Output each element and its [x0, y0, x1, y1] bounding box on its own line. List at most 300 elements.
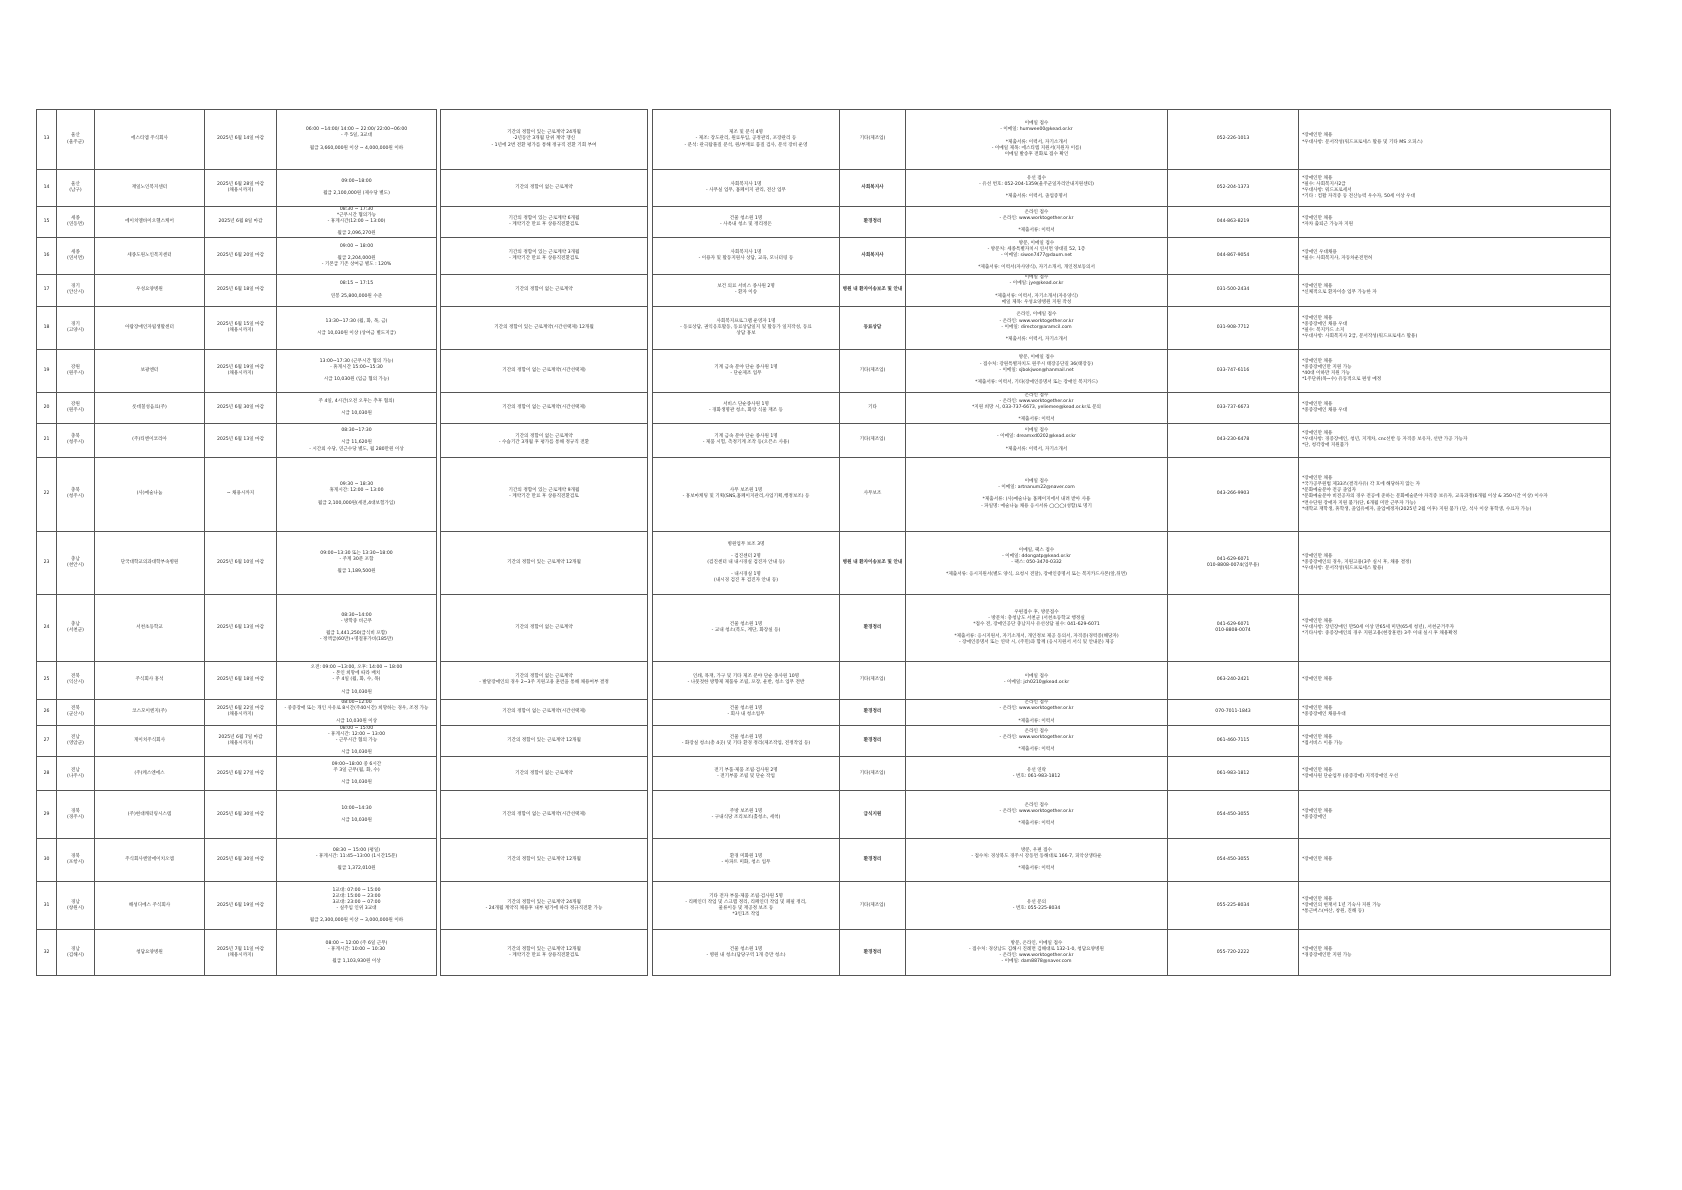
notes-line: *장애인만 채용 [1302, 896, 1333, 902]
table-row [37, 238, 1611, 275]
contract-type-line: 기간의 정함이 있는 근로계약 3개월 [508, 250, 580, 256]
work-conditions-line: 09:00 ~ 18:00 [339, 244, 374, 250]
application-method-line: 온라인 접수 [1024, 392, 1049, 398]
notes-line: *장애인만 채용 [1302, 175, 1333, 181]
application-method-line: *제출서류: 이력서 [1018, 228, 1055, 234]
job-duty-line: (검진센터 내 내시경실 검진자 안내 등) [707, 559, 785, 565]
work-conditions-line: 시급 10,030원 [341, 817, 372, 823]
notes-line: *중증장애인 채용우대 [1302, 712, 1346, 718]
table-row [37, 930, 1611, 976]
region-cell [57, 661, 95, 699]
contract-type-line: 기간의 정함이 있는 근로계약 12개월 [507, 738, 581, 744]
deadline-date: 2025년 6월 18일 마감 [216, 287, 265, 293]
job-sector: 기타(제조업) [840, 349, 906, 392]
notes [1299, 110, 1611, 170]
job-duty [653, 661, 840, 699]
district-name: (나주시) [67, 773, 84, 779]
contact-phone [1168, 699, 1299, 725]
district-name: (고양시) [67, 327, 84, 333]
deadline-cell [205, 423, 277, 457]
company-name: 단국대학교의과대학부속병원 [95, 531, 205, 594]
company-name: 해성디에스 주식회사 [95, 882, 205, 930]
work-conditions [277, 457, 437, 531]
application-method-line: - 이메일: director@aramcil.com [1001, 324, 1072, 330]
application-method-line: - 이메일: ddongatp@kead.or.kr [1002, 553, 1071, 559]
contract-type [441, 349, 648, 392]
notes-line: *장애인만 채용 [1302, 401, 1333, 407]
notes [1299, 757, 1611, 791]
notes-line: *자차 출퇴근 가능자 지원 [1302, 222, 1354, 228]
table-row [37, 882, 1611, 930]
notes [1299, 207, 1611, 238]
application-method [906, 392, 1168, 423]
notes [1299, 238, 1611, 275]
contract-type-line: 기간의 정함이 없는 근로계약(시간선택제) [502, 811, 586, 817]
notes-line: *장애인만 채용 [1302, 133, 1333, 139]
application-method-line: *지원 희망 시, 033-737-6673, yeliemee@kead.or.kr로 문의 [971, 404, 1101, 410]
notes [1299, 531, 1611, 594]
region-cell [57, 238, 95, 275]
region-cell [57, 275, 95, 306]
work-conditions-line: 휴게시간: 12:00 ~ 13:00 [329, 488, 384, 494]
notes-line: *장애인만 채용 [1302, 315, 1333, 321]
application-method-line: - 방문처: 세종특별자치시 연서면 양대길 52, 1층 [987, 247, 1086, 253]
job-duty-line: - 환자 이송 [734, 290, 758, 296]
notes [1299, 699, 1611, 725]
work-conditions-line: - 휴게시간: 12:00 ~ 13:00 [327, 732, 386, 737]
table-row [37, 392, 1611, 423]
row-number: 16 [37, 238, 57, 275]
company-name: 주식회사엔알에이치오엠 [95, 839, 205, 882]
work-conditions-line: - 기본급 기존 상여금 별도 : 120% [321, 262, 392, 268]
region-name: 전북 [71, 706, 80, 712]
contact-phone-line: 061-460-7115 [1216, 738, 1250, 744]
job-duty [653, 207, 840, 238]
work-conditions-line: 시급 10,030원 [341, 779, 372, 785]
region-cell [57, 930, 95, 976]
work-conditions-line: 08:30 ~ 17:30 [339, 207, 374, 212]
notes-line: *중증장애인 채용 우대 [1302, 407, 1348, 413]
deadline-cell [205, 791, 277, 839]
work-conditions-line: - 주계 30분 포함 [339, 556, 374, 562]
deadline-date: 2025년 6월 19일 마감 [216, 902, 265, 908]
notes-line: *장애인만 채용 [1302, 216, 1333, 222]
work-conditions [277, 110, 437, 170]
contact-phone-line: 055-720-2222 [1216, 949, 1250, 955]
company-name: 에스티엠 주식회사 [95, 110, 205, 170]
notes [1299, 930, 1611, 976]
deadline-cell [205, 661, 277, 699]
work-conditions-line: 3교대: 23:00 ~ 07:00 [332, 899, 381, 905]
job-duty-line: 건물 청소원 1명 [729, 735, 763, 741]
job-duty-line: - 아파트 미화, 청소 업무 [721, 860, 771, 866]
application-method-line: - 이메일: jye@kead.or.kr [1009, 281, 1064, 287]
job-duty [653, 699, 840, 725]
job-duty-line: - 전기부품 조립 및 단순 작업 [717, 773, 775, 779]
deadline-cell [205, 170, 277, 207]
region-name: 경남 [71, 946, 80, 952]
job-duty-line: 환경 미화원 1명 [729, 854, 763, 860]
deadline-cell [205, 531, 277, 594]
notes-line: *신체적으로 환자이송 업무 가능한 자 [1302, 290, 1377, 296]
work-conditions [277, 661, 437, 699]
region-name: 충북 [71, 434, 80, 440]
region-cell [57, 594, 95, 661]
contract-type-line: 기간의 정함이 있는 근로계약 12개월 [507, 857, 581, 863]
job-duty [653, 306, 840, 349]
contract-type-line: 기간의 정함이 없는 근로계약 [515, 434, 573, 440]
work-conditions-line: 시급 11,620원 [341, 440, 372, 446]
contact-phone-line: 054-450-3055 [1216, 857, 1250, 863]
notes-line: *장애인만 채용 [1302, 857, 1333, 863]
row-number: 30 [37, 839, 57, 882]
company-name: 에이치엘바이오헬스케어 [95, 207, 205, 238]
application-method [906, 594, 1168, 661]
deadline-cell [205, 275, 277, 306]
contact-phone-line: 054-450-3055 [1216, 811, 1250, 817]
row-number: 27 [37, 725, 57, 756]
deadline-date: 2025년 6월 30일 마감 [216, 857, 265, 863]
work-conditions-line: 월급 2,096,270원 [337, 231, 376, 237]
contract-type-line: - 계약기간 만료 후 상용직전환검토 [509, 222, 579, 228]
job-duty-line: - 병원 내 청소(담당구역 1개 층만 청소) [706, 952, 786, 958]
job-duty-line: - 리페인더 작업 및 스크랩 정리, 리페인더 작업 및 폐필 정리, [685, 899, 807, 905]
job-duty [653, 791, 840, 839]
contact-phone-line: 010-8808-0074(업무용) [1206, 562, 1260, 568]
contact-phone-line: 041-629-6071 [1216, 621, 1250, 627]
application-method-line: - 이메일: dam8878@naver.com [1001, 958, 1072, 964]
application-method-line: 이메일 접수 [1024, 479, 1049, 485]
region-name: 경북 [71, 808, 80, 814]
application-method [906, 930, 1168, 976]
job-duty-line: - 경화생명관 청소, 화랑 식물 재조 등 [708, 407, 783, 413]
notes-line: *40대 이하만 지원 가능 [1302, 370, 1351, 376]
region-name: 강원 [71, 401, 80, 407]
work-conditions-line: 월급 2,100,000원 (제수당 별도) [323, 191, 390, 197]
table-row [37, 791, 1611, 839]
work-conditions-line: 시급 10,030원 [341, 689, 372, 695]
notes-line: *장애인만 채용 [1302, 946, 1333, 952]
region-name: 전남 [71, 735, 80, 741]
notes-line: *장애인 우대채용 [1302, 250, 1337, 256]
region-cell [57, 110, 95, 170]
district-name: (포항시) [67, 860, 84, 866]
table-row [37, 306, 1611, 349]
contact-phone [1168, 457, 1299, 531]
application-method [906, 306, 1168, 349]
contract-type-line: - 발달장애인의 경우 2~3주 지원고용 훈련을 통해 채용여부 결정 [479, 680, 609, 686]
job-duty-line: 건물 청소원 1명 [729, 706, 763, 712]
region-cell [57, 839, 95, 882]
job-duty-line: *3인1조 작업 [732, 911, 760, 917]
notes-line: *중증장애인 채용 우대 [1302, 321, 1348, 327]
job-duty-line: - 사옥내 청소 및 정리정돈 [720, 222, 772, 228]
application-method [906, 757, 1168, 791]
work-conditions-line: 08:30~14:00 [341, 612, 372, 618]
region-name: 강원 [71, 364, 80, 370]
application-method [906, 170, 1168, 207]
contact-phone-line: 055-225-8034 [1216, 902, 1250, 908]
contact-phone [1168, 661, 1299, 699]
work-conditions-line: 09:00~18:00 중 6시간 [331, 761, 382, 767]
notes [1299, 457, 1611, 531]
application-method-line: - 이메일: artnanum22@naver.com [998, 485, 1075, 491]
application-method-line: - 이메일: jch0210@kead.or.kr [1003, 680, 1070, 686]
job-sector: 기타(제조업) [840, 882, 906, 930]
job-duty-line: - 교내 청소(복도, 계단, 화장실 등) [711, 627, 781, 633]
table-row [37, 725, 1611, 756]
application-method-line: - 이메일: sjbokjwon@hanmail.net [999, 367, 1074, 373]
job-duty [653, 423, 840, 457]
work-conditions-line: 월급 1,372,010원 [337, 866, 376, 872]
application-method-line: *제출서류: 이력서 [1018, 747, 1055, 753]
work-conditions-line: 월급 2,100,000원(세전,4대보험가입) [317, 500, 396, 506]
row-number: 28 [37, 757, 57, 791]
company-name: 세종도원노인복지센터 [95, 238, 205, 275]
work-conditions-line: 시급 10,030원 (임금 협의 가능) [323, 376, 390, 382]
notes-line: *장애사원 단순업무 (중증장애) 지적장애인 우선 [1302, 773, 1399, 779]
application-method-line: 이메일 발송후 전화로 접수 확인 [1004, 151, 1069, 157]
district-name: (남구) [69, 188, 82, 193]
application-method-line: *제출서류: 이력서 [1018, 718, 1055, 724]
region-cell [57, 423, 95, 457]
application-method-line: - 번호: 055-225-8034 [1012, 905, 1061, 911]
contract-type [441, 699, 648, 725]
notes-line: *접서비스 이용 가능 [1302, 741, 1343, 747]
deadline-cell [205, 725, 277, 756]
contract-type-line: 기간의 정함이 없는 근로계약 [515, 287, 573, 293]
contact-phone-line: 033-747-6116 [1216, 367, 1250, 373]
job-duty-line: 사무 보조원 1명 [729, 488, 763, 494]
work-conditions [277, 882, 437, 930]
contact-phone [1168, 791, 1299, 839]
work-conditions [277, 275, 437, 306]
contact-phone-line: 043-266-9903 [1216, 491, 1250, 497]
table-row [37, 594, 1611, 661]
job-sector: 기타(제조업) [840, 661, 906, 699]
job-duty-line: 주방 보조원 1명 [729, 808, 763, 814]
job-sector: 환경정리 [840, 207, 906, 238]
region-cell [57, 457, 95, 531]
contract-type-line: 기간의 정함이 있는 근로계약 6개월 [508, 216, 580, 222]
company-name: (주)현대캐터링시스템 [95, 791, 205, 839]
notes-line: *통근버스(마산, 창원, 진해 등) [1302, 908, 1364, 914]
contract-type-line: 기간의 정함이 없는 근로계약 [515, 184, 573, 190]
work-conditions-line: 월급 2,204,000원 [337, 256, 376, 262]
work-conditions-line: - 휴게시간(12:00 ~ 13:00) [327, 219, 386, 225]
contact-phone [1168, 238, 1299, 275]
notes-line: *문화예술분야 전공 졸업자 [1302, 488, 1357, 494]
job-duty [653, 110, 840, 170]
application-method-line: 우편접수 후, 방문접수 [1014, 609, 1059, 615]
contract-type [441, 791, 648, 839]
deadline-note: (채용시까지) [227, 327, 254, 333]
notes-line: *우대사항: 문서작성(워드프로세스 활용 및 기타 MS 오피스) [1302, 139, 1423, 145]
work-conditions-line: 시급 10,030원 이상 [335, 718, 378, 724]
region-name: 충남 [71, 621, 80, 627]
work-conditions-line: 13:30~17:30 (월, 화, 목, 금) [325, 318, 388, 324]
district-name: (영암군) [67, 741, 84, 747]
row-number: 14 [37, 170, 57, 207]
notes-line: *장애인만 채용 [1302, 735, 1333, 741]
notes-line: *기타사항: 중증장애인의 경우 지원고용(현장훈련) 3주 이내 실시 후 채용확정 [1302, 630, 1458, 636]
table-row [37, 110, 1611, 170]
job-duty [653, 930, 840, 976]
work-conditions [277, 930, 437, 976]
job-duty [653, 594, 840, 661]
application-method-line: 유선 연락 [1026, 767, 1047, 773]
district-name: (안산시) [67, 290, 84, 296]
application-method [906, 275, 1168, 306]
notes-line: *필수: 사회복지사, 자동차운전면허 [1302, 256, 1373, 262]
notes-line: *장애인만 채용 [1302, 706, 1333, 712]
notes-line: *국가공무원법 제33조(결격사유) 각 호에 해당하지 않는 자 [1302, 482, 1421, 488]
application-method-line: *제출서류: 이력서(자사양식), 자기소개서, 개인정보동의서 [978, 265, 1095, 271]
notes-line: *단, 청각장애 지원불가 [1302, 443, 1349, 449]
notes-line: *기타 : 컴활 자격증 등 전산능력 우수자, 50세 이상 우대 [1302, 194, 1416, 200]
work-conditions-line: 08:30~17:30 [341, 428, 372, 434]
application-method-line: - 온라인: www.worktogether.or.kr [999, 952, 1074, 958]
work-conditions-line: 오전: 09:00 ~13:00, 오후: 14:00 ~ 18:00 [310, 665, 403, 671]
work-conditions [277, 207, 437, 238]
contract-type [441, 661, 648, 699]
region-name: 울산 [71, 181, 80, 187]
contract-type [441, 882, 648, 930]
contact-phone [1168, 207, 1299, 238]
region-cell [57, 757, 95, 791]
deadline-date: 2025년 6월 22일 마감 [216, 706, 265, 712]
company-name: 롯데칠성음료(주) [95, 392, 205, 423]
work-conditions-line: 08:00~12:00 [341, 700, 372, 706]
job-sector: 병원 내 환자이송보조 및 안내 [840, 531, 906, 594]
notes-line: *1주단위(목~수) 유동적으로 편성 예정 [1302, 376, 1382, 382]
district-name: (원주시) [67, 370, 84, 376]
work-conditions-line: 08:30 ~ 15:00 (평일) [332, 848, 381, 854]
table-row [37, 170, 1611, 207]
work-conditions-line: 10:00~14:30 [341, 805, 372, 811]
job-duty [653, 757, 840, 791]
deadline-cell [205, 457, 277, 531]
job-duty-line: - 제조: 장도관리, 원료투입, 공정관리, 포장관리 등 [695, 136, 797, 142]
job-duty [653, 170, 840, 207]
job-duty [653, 392, 840, 423]
work-conditions-line: 08:15 ~ 17:15 [339, 281, 374, 287]
work-conditions [277, 238, 437, 275]
company-name: 서천초등학교 [95, 594, 205, 661]
work-conditions-line: - 주 5일, 3교대 [340, 133, 373, 139]
contract-type [441, 531, 648, 594]
region-cell [57, 791, 95, 839]
notes [1299, 170, 1611, 207]
job-duty [653, 457, 840, 531]
contract-type-line: - 계약기간 만료 후 상용직전환검토 [509, 494, 579, 500]
district-name: (김해시) [67, 952, 84, 958]
application-method-line: - 이메일: humwee00@kead.or.kr [1000, 127, 1073, 133]
application-method-line: - 접수처: 강원특별자치도 원주시 태장공단길 36(태장동) [979, 361, 1094, 367]
notes-line: *장애인만 채용 [1302, 808, 1333, 814]
job-sector: 사무보조 [840, 457, 906, 531]
row-number: 29 [37, 791, 57, 839]
job-sector: 사회복지사 [840, 170, 906, 207]
table-row [37, 757, 1611, 791]
application-method-line: *제출서류: 이력서, 기타(장애인증명서 또는 장애인 복지카드) [975, 379, 1098, 385]
application-method [906, 725, 1168, 756]
company-name: 청담요양병원 [95, 930, 205, 976]
notes-line: *장애인만 채용 [1302, 677, 1333, 683]
contract-type-line: - 24개월 계약직 채용후 내부 평가에 따라 정규직전환 가능 [485, 905, 603, 911]
work-conditions-line: 월급 2,300,000원 이상 ~ 3,000,000원 이하 [309, 917, 404, 923]
contract-type [441, 725, 648, 756]
job-duty-line: - 동료상담, 권익옹호활동, 동료상담일지 및 활동가 일지작성, 동료 [680, 324, 812, 330]
contact-phone [1168, 725, 1299, 756]
table-row [37, 661, 1611, 699]
notes [1299, 349, 1611, 392]
notes [1299, 275, 1611, 306]
job-sector: 기타 [840, 392, 906, 423]
notes-line: *우대사항: 워드프로세서 [1302, 188, 1352, 193]
application-method-line: 방문, 우편 접수 [1020, 848, 1052, 854]
contact-phone-line: 031-500-2434 [1216, 287, 1250, 293]
row-number: 15 [37, 207, 57, 238]
deadline-cell [205, 594, 277, 661]
job-duty-line: - 내시경실 1명 [731, 572, 761, 578]
contract-type [441, 392, 648, 423]
work-conditions-line: 08:00 ~ 12:00 (주 6일 근무) [325, 940, 388, 946]
notes-line: *우대사항: 사회복지사 2급, 문서작성(워드프로세스 활용) [1302, 333, 1418, 339]
job-duty [653, 275, 840, 306]
application-method-line: 이메일, 팩스 접수 [1018, 547, 1055, 553]
job-duty-line: - 이용자 및 활동지원사 상담, 교육, 모니터링 등 [698, 256, 794, 262]
job-duty [653, 839, 840, 882]
contract-type [441, 110, 648, 170]
application-method-line: 온라인, 이메일 접수 [1016, 312, 1057, 318]
contact-phone-line: 063-240-2421 [1216, 677, 1250, 683]
region-cell [57, 207, 95, 238]
job-duty-line: - 제품 시험, 측정기계 조작 등(오픈소 사용) [702, 440, 790, 446]
application-method-line: 온라인 접수 [1024, 802, 1049, 808]
region-cell [57, 725, 95, 756]
job-duty-line: 서비스 단순종사원 1명 [723, 401, 769, 407]
job-duty [653, 349, 840, 392]
job-sector: 환경정리 [840, 839, 906, 882]
company-name: (주)케스엔에스 [95, 757, 205, 791]
application-method-line: - 온라인: www.worktogether.or.kr [999, 735, 1074, 741]
district-name: (청주시) [67, 494, 84, 500]
job-duty-line: 인쇄, 목재, 가구 및 기타 제조 분야 단순 종사원 10명 [692, 674, 800, 680]
work-conditions [277, 170, 437, 207]
work-conditions-line: 주 4일, 4시간(오전 오후는 추후 협의) [318, 398, 395, 404]
contract-type-line: - 수습기간 3개월 후 평가를 통해 정규직 전환 [498, 440, 590, 446]
work-conditions-line: - 본인 희망에 따라 배치 [332, 671, 381, 677]
work-conditions-line: 주 3일 근무(월, 화, 수) [333, 767, 380, 773]
application-method [906, 839, 1168, 882]
contact-phone [1168, 423, 1299, 457]
application-method-line: 온라인 접수 [1024, 210, 1049, 216]
job-sector: 병원 내 환자이송보조 및 안내 [840, 275, 906, 306]
notes-line: *장애인만 채용 [1302, 618, 1333, 624]
notes [1299, 306, 1611, 349]
district-name: (경주시) [67, 814, 84, 820]
application-method-line: - 이메일: dreamxd0202@kead.or.kr [997, 434, 1076, 440]
deadline-note: (채용시까지) [227, 952, 254, 958]
notes-line: *장애인만 채용 [1302, 284, 1333, 290]
contact-phone-line: 070-7011-1843 [1215, 709, 1251, 715]
region-name: 경북 [71, 854, 80, 860]
application-method [906, 110, 1168, 170]
contact-phone-line: 010-8808-0074 [1215, 627, 1251, 633]
work-conditions [277, 531, 437, 594]
job-duty-line: 건물 청소원 1명 [729, 216, 763, 222]
